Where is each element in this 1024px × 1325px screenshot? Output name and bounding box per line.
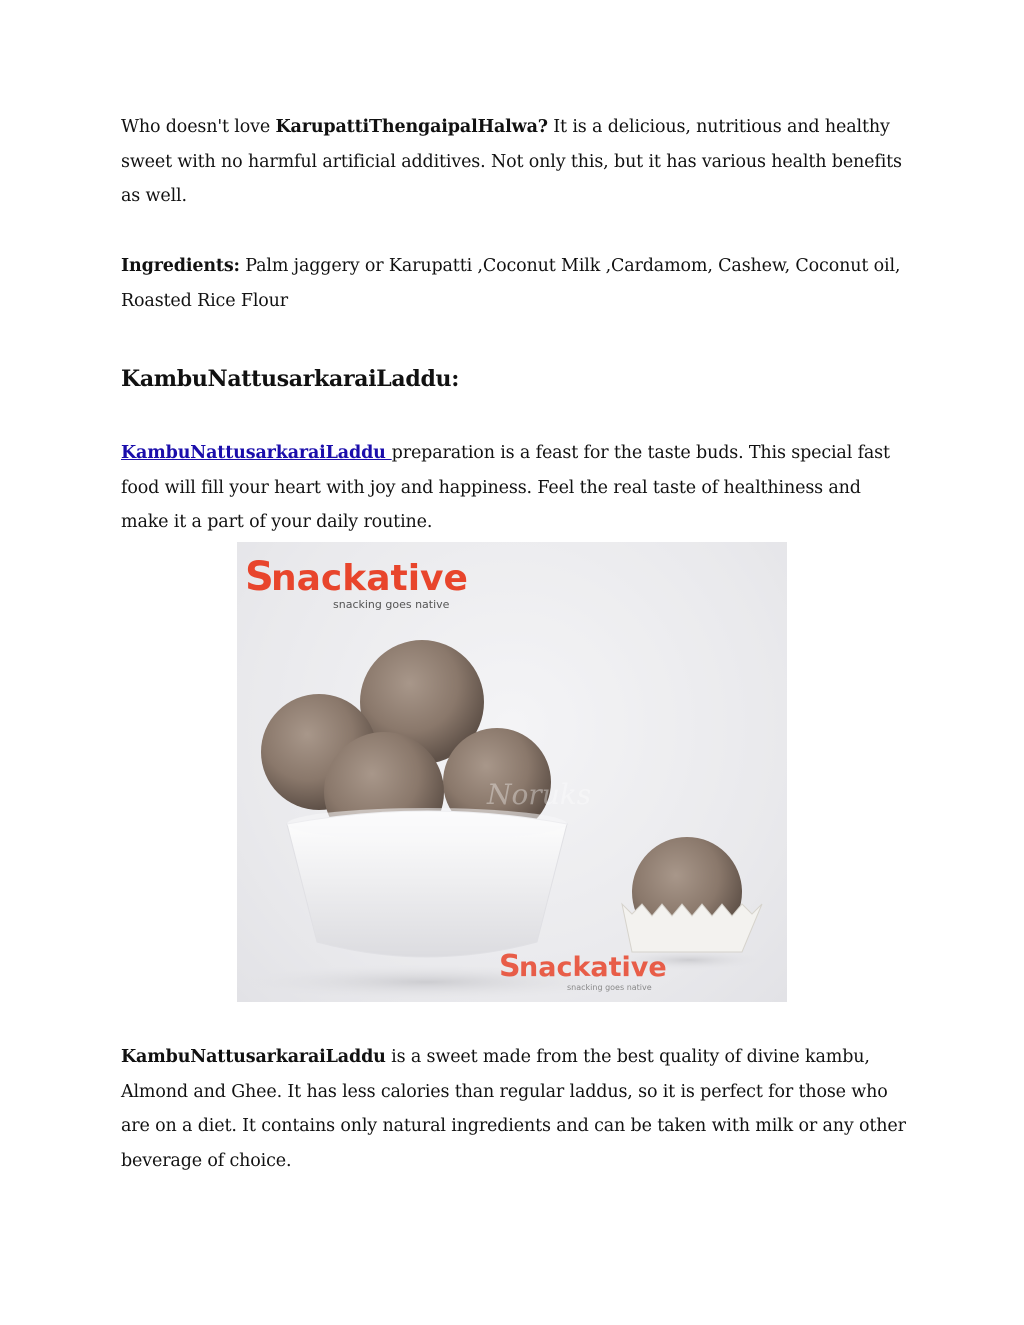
section-paragraph: [121, 436, 911, 540]
logo-initial: S: [245, 554, 274, 600]
intro-bold-title: KarupattiThengaipalHalwa?: [275, 117, 548, 137]
logo-initial: S: [499, 949, 521, 984]
logo-tagline: snacking goes native: [333, 598, 450, 611]
bowl-rim: [287, 808, 567, 840]
section-paragraph-rest: preparation is a feast for the taste buds. This special fast food will fill your heart with joy and happiness. Feel the real taste of healthiness and make it a part of your daily routine.: [121, 443, 890, 532]
section-heading: KambuNattusarkaraiLaddu:: [121, 366, 460, 392]
laddu-link[interactable]: KambuNattusarkaraiLaddu: [121, 443, 392, 463]
laddu-photo-illustration: [237, 542, 787, 1002]
ingredients-label: Ingredients:: [121, 256, 240, 276]
intro-lead: Who doesn't love: [121, 117, 276, 137]
intro-paragraph: [121, 110, 911, 214]
closing-paragraph: [121, 1040, 911, 1178]
closing-rest: is a sweet made from the best quality of divine kambu, Almond and Ghee. It has less calories than regular laddus, so it is perfect for those who are on a diet. It contains only natural ingredients and can be taken with milk or any other beverage of choice.: [121, 1047, 906, 1171]
logo-tagline: snacking goes native: [567, 983, 652, 992]
laddu-photo: [237, 542, 787, 1002]
watermark: Noruks: [487, 778, 592, 811]
closing-bold-title: KambuNattusarkaraiLaddu: [121, 1047, 386, 1067]
logo-name: nackative: [519, 952, 667, 983]
intro-rest: It is a delicious, nutritious and healthy sweet with no harmful artificial additives. Not only this, but it has various health benefits as well.: [121, 117, 902, 206]
ingredients-paragraph: [121, 249, 911, 318]
logo-name: nackative: [271, 558, 468, 599]
snackative-logo-top: [245, 554, 468, 611]
ingredients-text: Palm jaggery or Karupatti ,Coconut Milk ,Cardamom, Cashew, Coconut oil, Roasted Rice Flour: [121, 256, 901, 311]
